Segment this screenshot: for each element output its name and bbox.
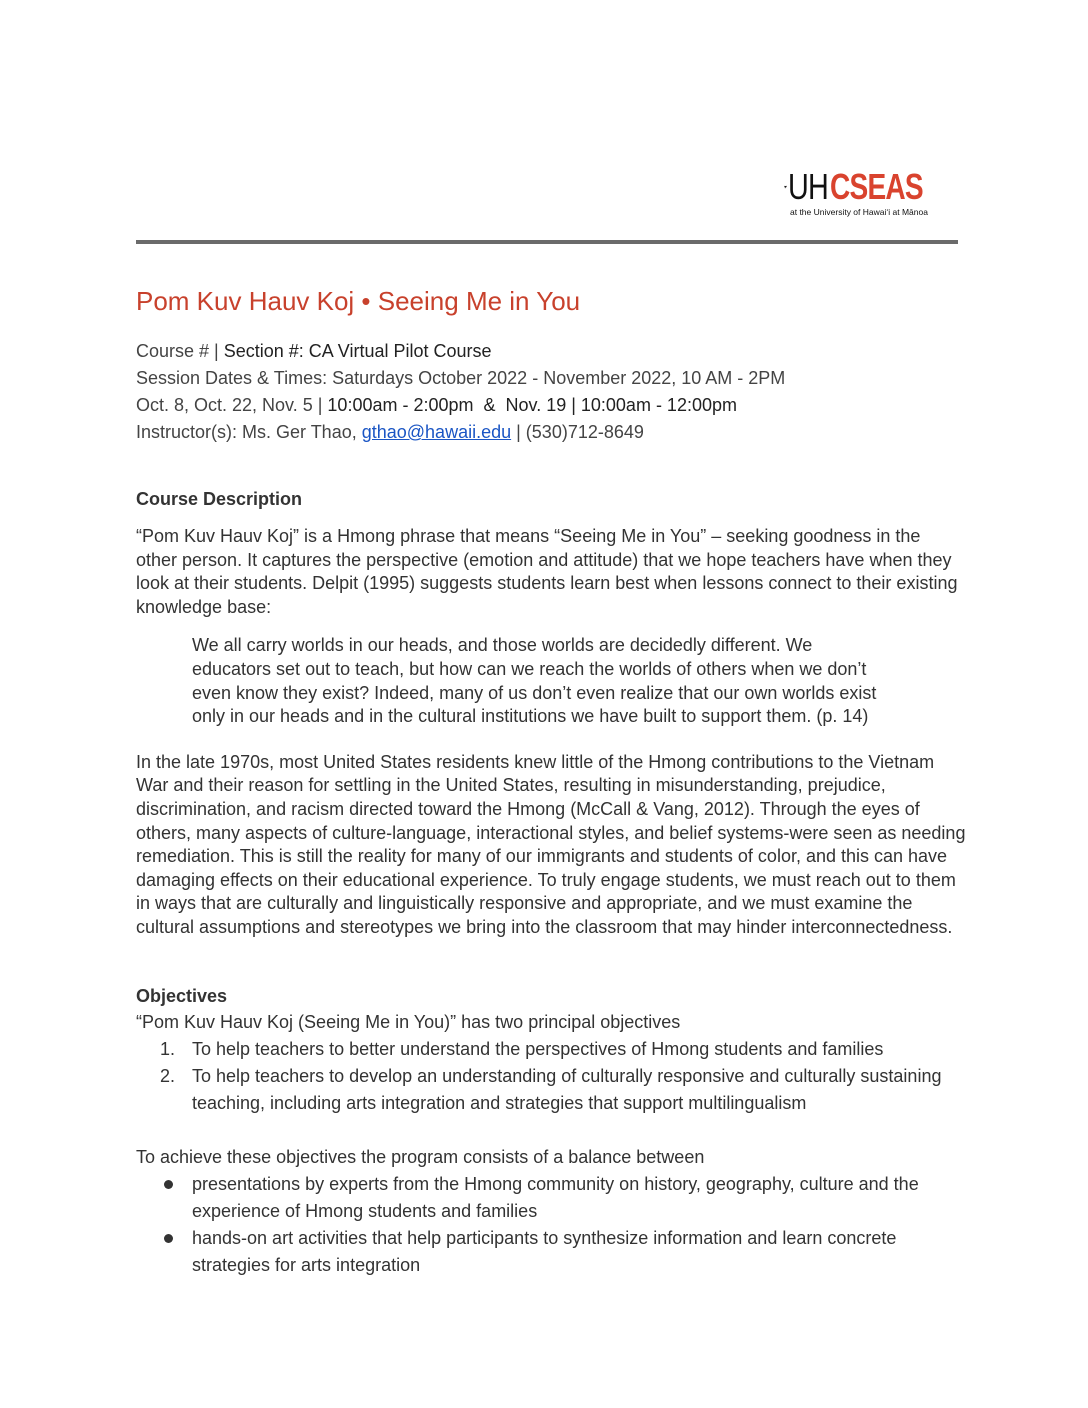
course-description-paragraph: “Pom Kuv Hauv Koj” is a Hmong phrase that means “Seeing Me in You” – seeking goodness in the other person. It captures the perspective (emotion and attitude) that we hope teachers have when they look at their students. Delpit (1995) suggests students learn best when lessons connect to their existing knowledge base: [136, 526, 958, 617]
dates-part-a: Oct. 8, Oct. 22, Nov. 5 | [136, 395, 328, 415]
session-line: Session Dates & Times: Saturdays October 2022 - November 2022, 10 AM - 2PM [136, 368, 786, 388]
program-bullet-text: presentations by experts from the Hmong community on history, geography, culture and the experience of Hmong students and families [192, 1173, 919, 1221]
course-number-label: Course # | [136, 341, 224, 361]
objective-item [136, 1063, 966, 1117]
objective-item [136, 1036, 966, 1063]
program-bullet [136, 1225, 966, 1279]
instructor-email-link[interactable]: gthao@hawaii.edu [361, 422, 512, 442]
header-divider [136, 240, 958, 244]
objectives-list [136, 1036, 966, 1117]
dates-part-b: 10:00am - 2:00pm & Nov. 19 | [327, 395, 581, 415]
objectives-intro: “Pom Kuv Hauv Koj (Seeing Me in You)” has two principal objectives [136, 1011, 681, 1032]
page-title: Pom Kuv Hauv Koj • Seeing Me in You [136, 286, 581, 316]
bullet-dot [164, 1180, 173, 1189]
instructor-label: Instructor(s): Ms. Ger Thao, [136, 422, 362, 442]
rooster-icon [784, 168, 787, 206]
objective-number: 2. [160, 1065, 176, 1086]
instructor-phone: | (530)712-8649 [511, 422, 644, 442]
main-content [136, 284, 966, 1279]
instructor-line [136, 419, 966, 446]
objective-number: 1. [160, 1038, 176, 1059]
bullet-dot [164, 1234, 173, 1243]
dates-part-c: 10:00am - 12:00pm [580, 395, 737, 415]
program-bullet-text: hands-on art activities that help participants to synthesize information and learn concrete strategies for arts integration [192, 1227, 897, 1275]
course-line [136, 338, 966, 365]
objective-text: To help teachers to better understand the perspectives of Hmong students and families [192, 1038, 884, 1059]
program-intro: To achieve these objectives the program consists of a balance between [136, 1146, 705, 1167]
course-section: Section #: CA Virtual Pilot Course [223, 341, 492, 361]
logo-cseas-text: CSEAS [829, 166, 923, 207]
objective-text: To help teachers to develop an understanding of culturally responsive and culturally sustaining teaching, including arts integration and strategies that support multilingualism [192, 1065, 942, 1113]
logo-uh-text: UH [787, 166, 828, 207]
history-paragraph: In the late 1970s, most United States residents knew little of the Hmong contributions to the Vietnam War and their reason for settling in the United States, resulting in misunderstanding, prejudice, discrimination, and racism directed toward the Hmong (McCall & Vang, 2012). Through the eyes of others, many aspects of culture-language, interactional styles, and belief systems-were seen as needing remediation. This is still the reality for many of our immigrants and students of color, and this can have damaging effects on their educational experience. To truly engage students, we must reach out to them in ways that are culturally and linguistically responsive and appropriate, and we must examine the cultural assumptions and stereotypes we bring into the classroom that may hinder interconnectedness. [136, 751, 966, 937]
delpit-quote: We all carry worlds in our heads, and those worlds are decidedly different. We educators set out to teach, but how can we reach the worlds of others when we don’t even know they exist? Indeed, many of us don’t even realize that our own worlds exist only in our heads and in the cultural institutions we have built to support them. (p. 14) [192, 635, 877, 727]
objectives-heading: Objectives [136, 985, 228, 1006]
uh-cseas-logo [784, 168, 949, 220]
logo-subtitle: at the University of Hawai‘i at Mānoa [790, 207, 928, 217]
program-bullet [136, 1171, 966, 1225]
course-meta [136, 338, 966, 446]
course-description-heading: Course Description [136, 489, 303, 509]
dates-line [136, 392, 966, 419]
program-list [136, 1171, 966, 1279]
